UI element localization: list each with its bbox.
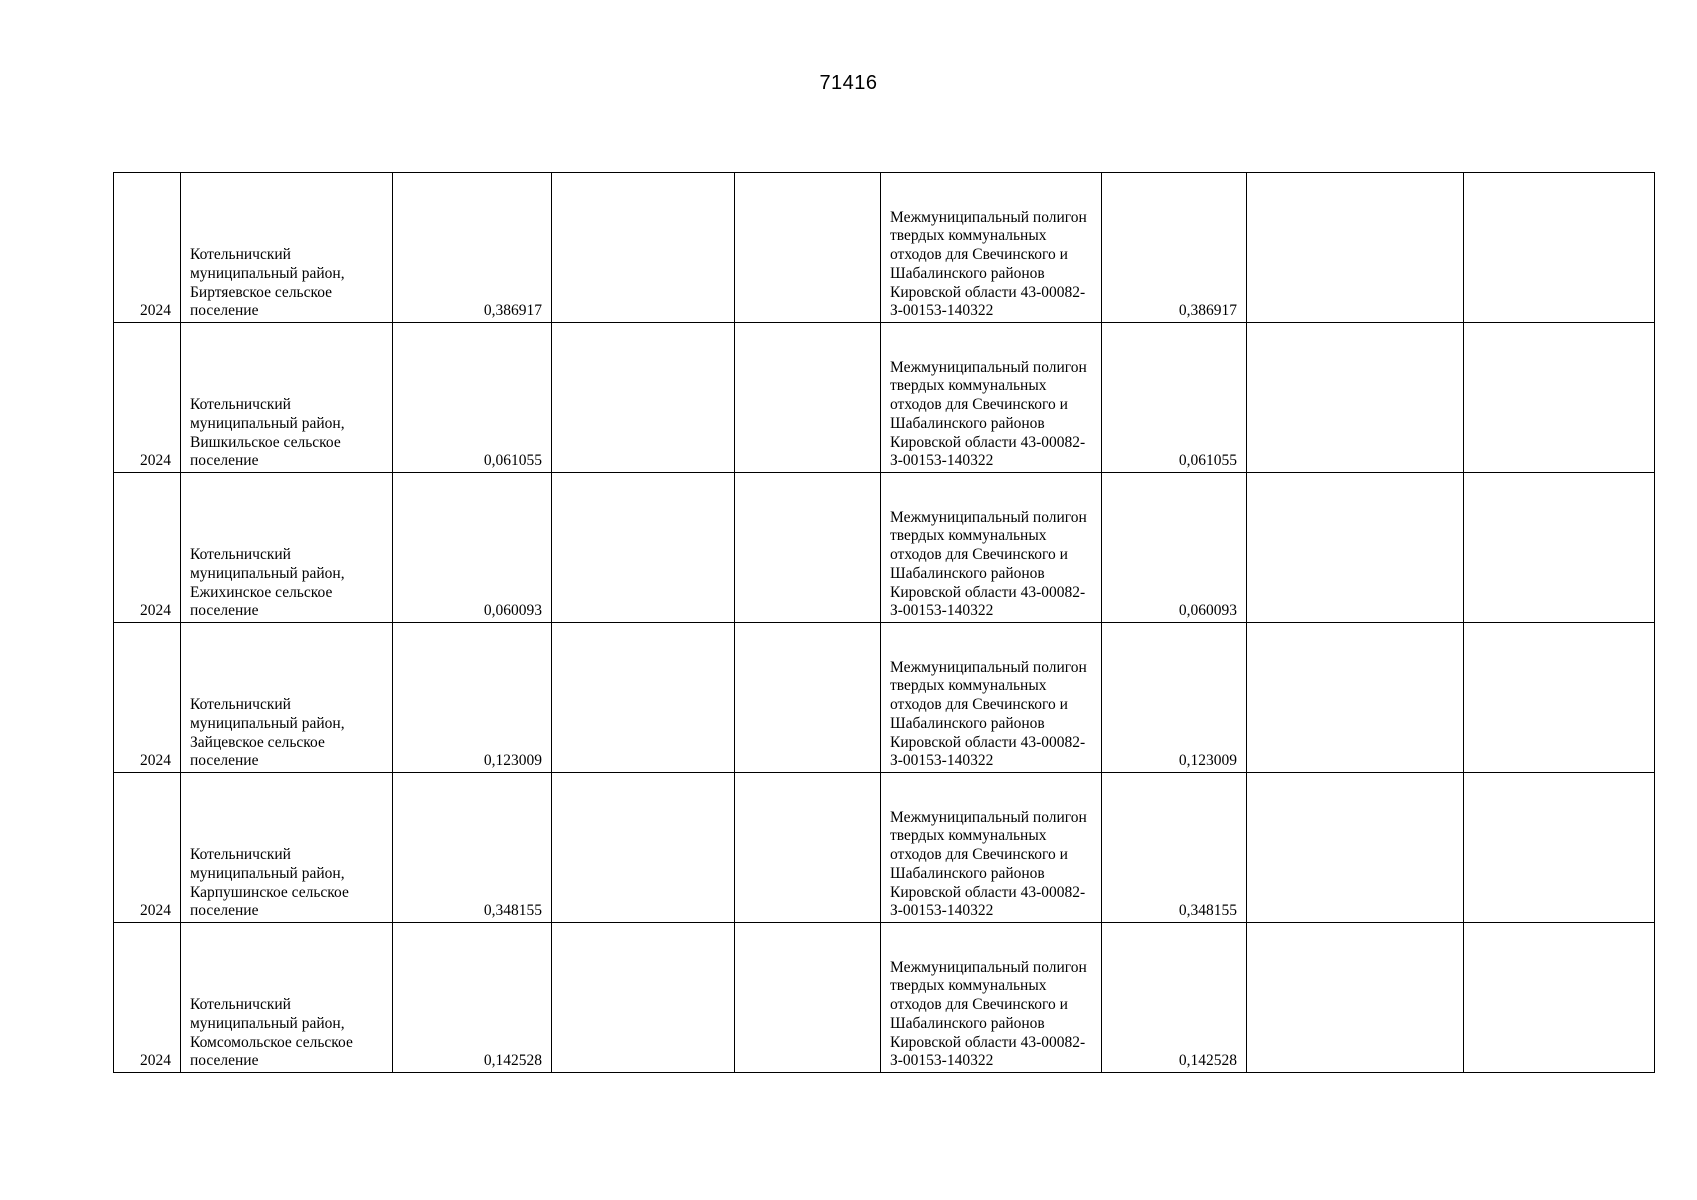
page-number: 71416 [819,72,878,94]
empty-cell [552,473,735,623]
empty-cell [1464,923,1655,1073]
year-cell: 2024 [114,773,181,923]
facility-value-cell: 0,123009 [1102,623,1247,773]
empty-cell [552,323,735,473]
value-cell: 0,386917 [393,173,552,323]
empty-cell [735,623,881,773]
empty-cell [1464,173,1655,323]
empty-cell [1247,323,1464,473]
empty-cell [735,473,881,623]
territory-cell: Котельничский муниципальный район, Ежихинское сельское поселение [181,473,393,623]
empty-cell [552,173,735,323]
empty-cell [735,173,881,323]
year-cell: 2024 [114,173,181,323]
facility-value-cell: 0,061055 [1102,323,1247,473]
table-row [114,623,1655,773]
empty-cell [1247,923,1464,1073]
territory-cell: Котельничский муниципальный район, Вишкильское сельское поселение [181,323,393,473]
facility-value-cell: 0,386917 [1102,173,1247,323]
facility-value-cell: 0,060093 [1102,473,1247,623]
empty-cell [735,323,881,473]
facility-cell: Межмуниципальный полигон твердых коммунальных отходов для Свечинского и Шабалинского районов Кировской области 43-00082-З-00153-140322 [881,323,1102,473]
waste-flow-table [113,172,1655,1073]
table-row [114,323,1655,473]
empty-cell [552,923,735,1073]
year-cell: 2024 [114,623,181,773]
value-cell: 0,142528 [393,923,552,1073]
table-row [114,923,1655,1073]
facility-cell: Межмуниципальный полигон твердых коммунальных отходов для Свечинского и Шабалинского районов Кировской области 43-00082-З-00153-140322 [881,473,1102,623]
empty-cell [1247,623,1464,773]
empty-cell [552,773,735,923]
empty-cell [552,623,735,773]
facility-value-cell: 0,142528 [1102,923,1247,1073]
value-cell: 0,348155 [393,773,552,923]
facility-cell: Межмуниципальный полигон твердых коммунальных отходов для Свечинского и Шабалинского районов Кировской области 43-00082-З-00153-140322 [881,773,1102,923]
empty-cell [1464,473,1655,623]
territory-cell: Котельничский муниципальный район, Карпушинское сельское поселение [181,773,393,923]
empty-cell [1464,323,1655,473]
empty-cell [1247,173,1464,323]
empty-cell [735,923,881,1073]
year-cell: 2024 [114,323,181,473]
empty-cell [735,773,881,923]
table-row [114,773,1655,923]
value-cell: 0,061055 [393,323,552,473]
facility-cell: Межмуниципальный полигон твердых коммунальных отходов для Свечинского и Шабалинского районов Кировской области 43-00082-З-00153-140322 [881,623,1102,773]
facility-cell: Межмуниципальный полигон твердых коммунальных отходов для Свечинского и Шабалинского районов Кировской области 43-00082-З-00153-140322 [881,173,1102,323]
year-cell: 2024 [114,923,181,1073]
empty-cell [1464,623,1655,773]
year-cell: 2024 [114,473,181,623]
empty-cell [1464,773,1655,923]
facility-value-cell: 0,348155 [1102,773,1247,923]
value-cell: 0,060093 [393,473,552,623]
empty-cell [1247,473,1464,623]
table-row [114,173,1655,323]
empty-cell [1247,773,1464,923]
territory-cell: Котельничский муниципальный район, Комсомольское сельское поселение [181,923,393,1073]
facility-cell: Межмуниципальный полигон твердых коммунальных отходов для Свечинского и Шабалинского районов Кировской области 43-00082-З-00153-140322 [881,923,1102,1073]
table-body [114,173,1655,1073]
value-cell: 0,123009 [393,623,552,773]
territory-cell: Котельничский муниципальный район, Зайцевское сельское поселение [181,623,393,773]
territory-cell: Котельничский муниципальный район, Биртяевское сельское поселение [181,173,393,323]
table-row [114,473,1655,623]
